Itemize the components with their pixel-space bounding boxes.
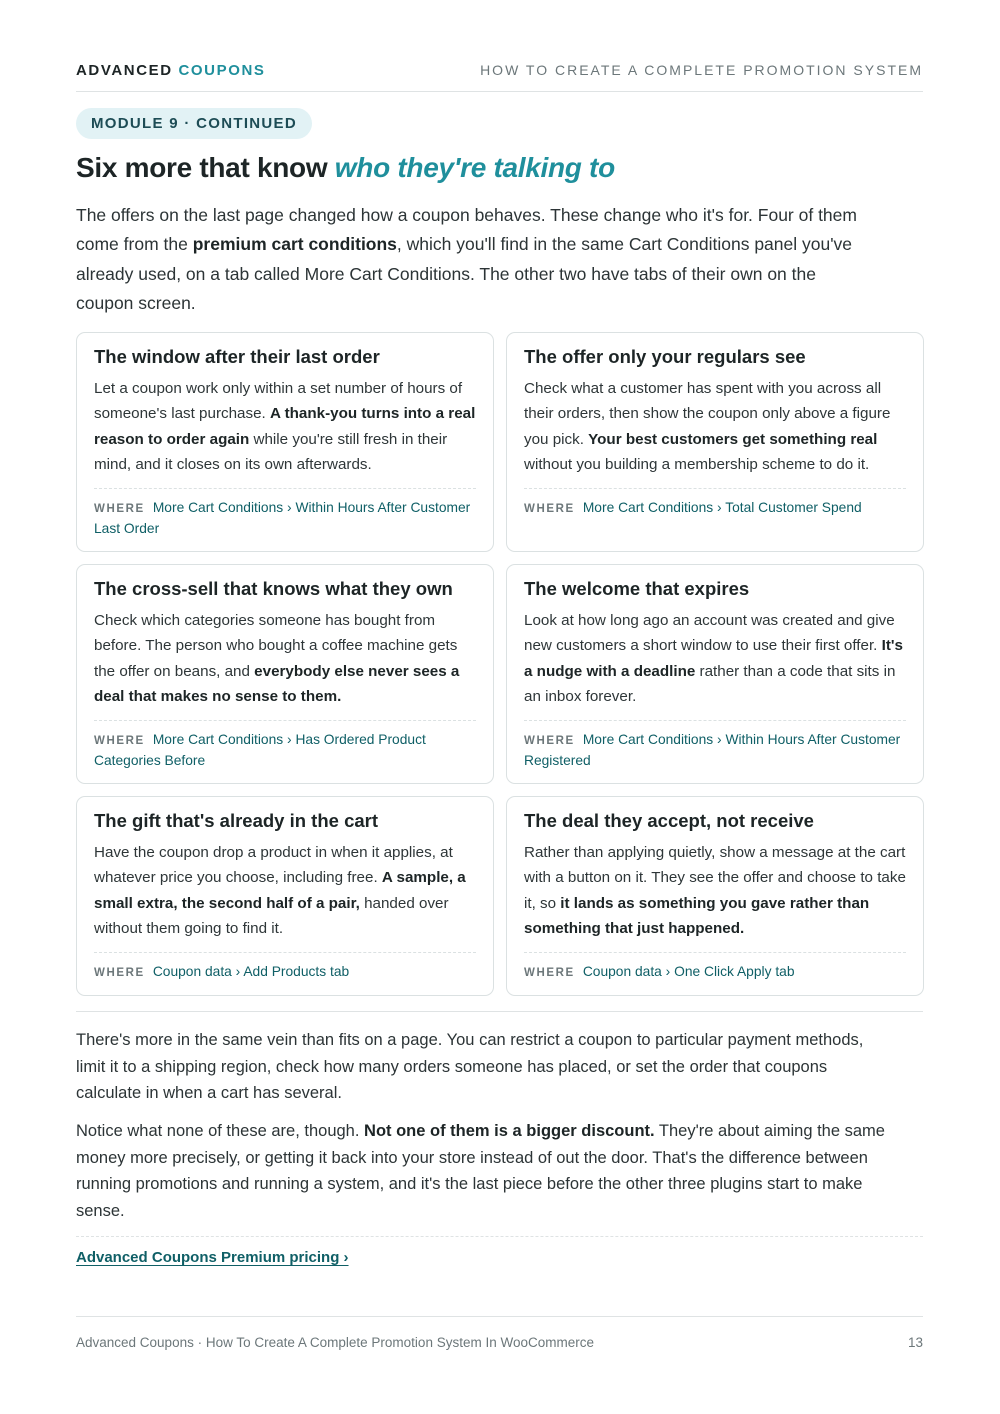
card-location: WHERE More Cart Conditions › Total Customer Spend (524, 500, 862, 516)
document-title: HOW TO CREATE A COMPLETE PROMOTION SYSTEM (480, 62, 923, 78)
where-label: WHERE (94, 967, 145, 980)
card-title: The window after their last order (94, 346, 380, 367)
brand-accent: COUPONS (178, 62, 266, 79)
module-badge: MODULE 9 · CONTINUED (76, 108, 312, 139)
card-body: Rather than applying quietly, show a message at the cart with a button on it. They see the offer and choose to take it, so it lands as something you gave rather than something that just happened. (524, 844, 906, 937)
pricing-link[interactable]: Advanced Coupons Premium pricing › (76, 1249, 349, 1266)
feature-card (506, 564, 924, 784)
card-body: Check which categories someone has bought from before. The person who bought a coffee machine gets the offer on beans, and everybody else never sees a deal that makes no sense to them. (94, 612, 460, 705)
where-label: WHERE (94, 735, 145, 748)
body-paragraph: There's more in the same vein than fits on a page. You can restrict a coupon to particular payment methods, limit it to a shipping region, check how many orders someone has placed, or set the order that coupons calculate in when a cart has several. (76, 1031, 864, 1102)
title-accent: who they're talking to (334, 152, 615, 183)
section-divider (76, 1011, 923, 1012)
feature-card (76, 332, 494, 552)
feature-card (76, 564, 494, 784)
feature-card (506, 332, 924, 552)
card-title: The offer only your regulars see (524, 346, 806, 367)
card-location: WHERE More Cart Conditions › Within Hours After Customer Last Order (94, 500, 471, 537)
page-number: 13 (907, 1335, 923, 1350)
intro-paragraph (76, 201, 876, 318)
intro-text-end: , which you'll find in the same Cart Conditions panel you've already used, on a tab called More Cart Conditions. The other two have tabs of their own on the coupon screen. (76, 234, 853, 313)
card-location: WHERE More Cart Conditions › Within Hours After Customer Registered (524, 732, 901, 769)
card-title: The cross-sell that knows what they own (94, 578, 453, 599)
card-body: Let a coupon work only within a set number of hours of someone's last purchase. A thank-you turns into a real reason to order again while you're still fresh in their mind, and it closes on its own afterwards. (94, 380, 476, 473)
card-body: Check what a customer has spent with you across all their orders, then show the coupon only above a figure you pick. Your best customers get something real without you building a membership scheme to do it. (524, 380, 891, 473)
intro-text: The offers on the last page changed how a coupon behaves. These change who it's for. Four of them come from the (76, 205, 857, 255)
title-plain: Six more that know (76, 152, 335, 183)
where-label: WHERE (524, 967, 575, 980)
card-title: The welcome that expires (524, 578, 750, 599)
where-label: WHERE (524, 503, 575, 516)
where-label: WHERE (94, 503, 145, 516)
card-location: WHERE More Cart Conditions › Has Ordered Product Categories Before (94, 732, 426, 769)
body-paragraph: Notice what none of these are, though. Not one of them is a bigger discount. They're about aiming the same money more precisely, or getting it back into your store instead of out the door. That's the difference between running promotions and running a system, and it's the last piece before the other three plugins start to make sense. (76, 1122, 885, 1220)
page-header (76, 62, 923, 92)
brand-logo (76, 62, 266, 79)
where-label: WHERE (524, 735, 575, 748)
intro-bold: premium cart conditions (192, 234, 397, 255)
card-body: Look at how long ago an account was created and give new customers a short window to use their first offer. It's a nudge with a deadline rather than a code that sits in an inbox forever. (524, 612, 903, 705)
cta-divider (76, 1236, 923, 1237)
document-page (76, 0, 923, 1414)
footer-rule (76, 1316, 923, 1317)
card-title: The gift that's already in the cart (94, 810, 379, 831)
feature-card (506, 796, 924, 996)
feature-card (76, 796, 494, 996)
card-body: Have the coupon drop a product in when it applies, at whatever price you choose, including free. A sample, a small extra, the second half of a pair, handed over without them going to find it. (94, 844, 466, 937)
card-location: WHERE Coupon data › Add Products tab (94, 964, 350, 980)
card-location: WHERE Coupon data › One Click Apply tab (524, 964, 795, 980)
footer-text: Advanced Coupons · How To Create A Complete Promotion System In WooCommerce (76, 1335, 594, 1350)
page-title (76, 152, 615, 184)
brand-main: ADVANCED (76, 62, 173, 79)
card-title: The deal they accept, not receive (524, 810, 814, 831)
